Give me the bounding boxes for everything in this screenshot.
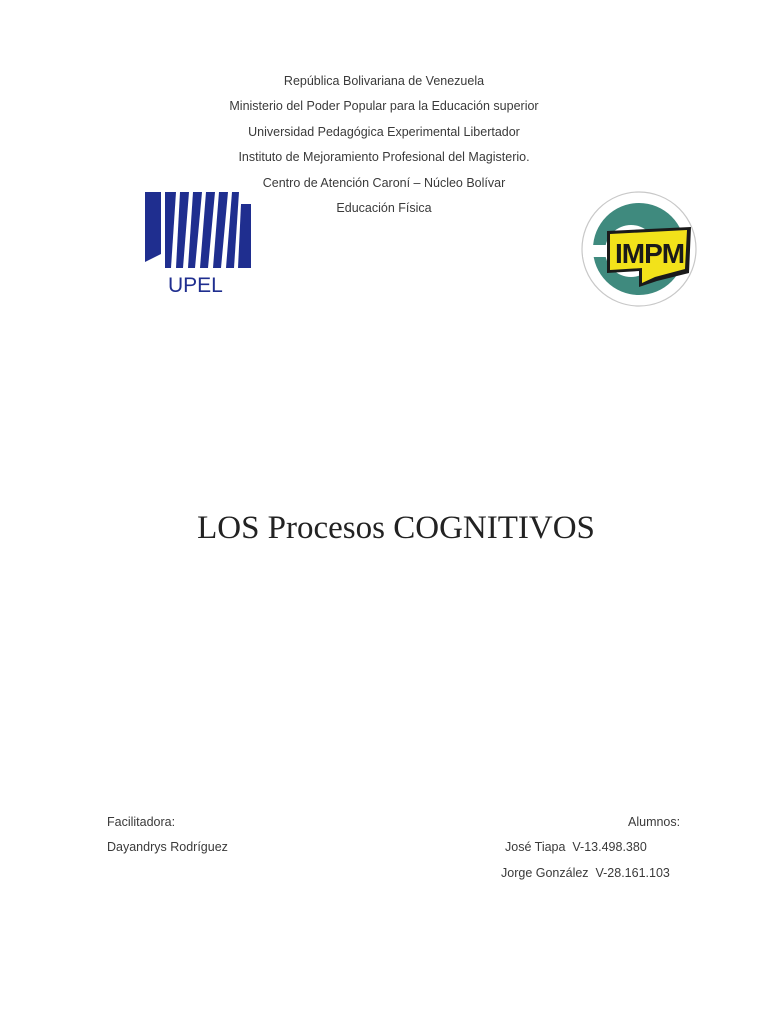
student-2: Jorge González V-28.161.103 [501,866,670,880]
header-line-5: Centro de Atención Caroní – Núcleo Bolívar [262,176,506,190]
header-line-3: Universidad Pedagógica Experimental Libertador [248,125,520,139]
header-line-2: Ministerio del Poder Popular para la Educación superior [229,99,539,113]
impm-logo-text: IMPM [615,238,685,269]
upel-logo [143,190,255,296]
header-line-6: Educación Física [336,201,432,215]
student-1: José Tiapa V-13.498.380 [505,840,647,854]
document-title: LOS Procesos COGNITIVOS [197,510,595,546]
facilitator-label: Facilitadora: [107,815,176,829]
header-line-1: República Bolivariana de Venezuela [283,74,485,88]
impm-logo [579,189,699,309]
facilitator-name: Dayandrys Rodríguez [107,840,228,854]
students-label: Alumnos: [628,815,681,829]
header-line-4: Instituto de Mejoramiento Profesional del Magisterio. [238,150,530,164]
upel-logo-text: UPEL [168,274,223,296]
